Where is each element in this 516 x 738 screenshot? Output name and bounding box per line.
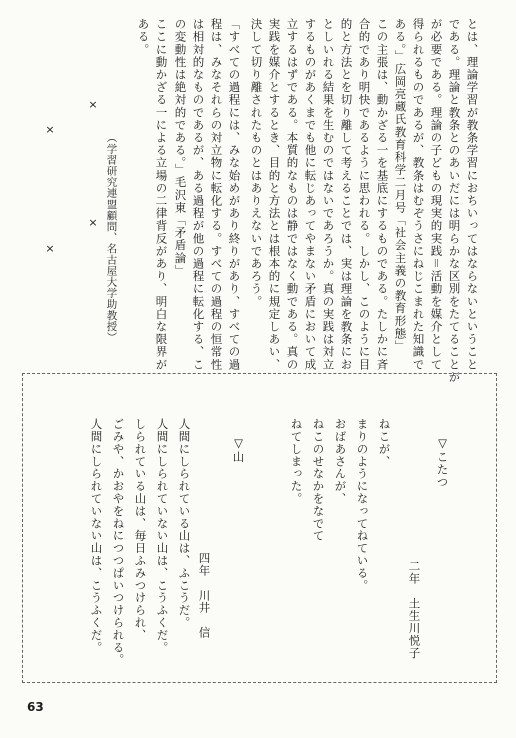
poem-title: ▽山 [231,436,246,464]
poem-line: おばあさんが、 [333,418,348,505]
essay-line: 立するはずである。本質的なものは静ではなく動である。真の [285,18,300,371]
essay-line: この主張は、動かざる一を基底にするものである。たしかに斉 [375,18,390,371]
poem-line: ねてしまった。 [289,418,304,505]
essay-line: 「すべての過程には、みな始めがあり終りがあり、すべての過 [227,18,242,371]
essay-line: である。理論と教条とのあいだには明らかな区別をたてることが [447,18,462,384]
cross-mark: × [45,123,55,136]
essay-line: 決して切り離されたものとはありえないであろう。 [249,18,264,308]
essay-line: 的と方法とを切り離して考えることでは、実は理論を教条にお [339,18,354,371]
essay-line: とは、理論学習が教条学習におちいってはならないということ [465,18,480,371]
cross-mark: × [88,98,98,111]
poem-line: しられている山は、毎日ふみつけられ、 [133,418,148,642]
poem-author: 二年 土生川悦子 [407,560,422,660]
essay-line: するものがあくまでも他に転じあってやまない矛盾において成 [303,18,318,371]
poem-line: 人間にしられている山は、ふこうだ。 [177,418,192,629]
essay-line: ここに動かざる一による立場の二律背反があり、明白な限界が [154,18,169,371]
essay-line: 得られるものであるが、教条はむぞうさにねじこまれた知識で [411,18,426,371]
cross-mark: × [88,216,98,229]
poem-line: 人間にしられていない山は、こうふくだ。 [155,418,170,654]
essay-line: が必要である。理論の子どもの現実的実践＝活動を媒介として [429,18,444,371]
poem-line: ねこが、 [377,418,392,468]
poem-line: ごみや、かおやをねにつつぱいつけられる。 [111,418,126,666]
essay-line: 合的であり明快であるように思われる。しかし、このように目 [357,18,372,371]
essay-line: は相対的なものであるが、ある過程が他の過程に転化する、こ [191,18,206,371]
poem-line: 人間にしられていない山は、こうふくだ。 [89,418,104,654]
poem-author: 四年 川井 信 [197,552,212,639]
poem-line: ねこのせなかをなでて [311,418,326,542]
page-number: 63 [27,700,44,714]
essay-line: ある。 [136,18,151,56]
cross-mark: × [45,242,55,255]
essay-line: としいれる結果を生むのではないであろうか。真の実践は対立 [321,18,336,371]
essay-signature: （学習研究連盟顧問、名古屋大学助教授） [105,132,118,343]
essay-line: ある。」広岡亮蔵氏教育科学二月号「社会主義の教育形態」 [393,18,408,353]
poem-line: まりのようになってねている。 [355,418,370,592]
essay-line: 程は、みなそれらの対立物に転化する。すべての過程の恒常性 [209,18,224,371]
essay-line: の変動性は絶対的である。」毛沢東「矛盾論」 [173,18,188,277]
poem-title: ▽こたつ [435,436,450,489]
essay-line: 実践を媒介とするとき、目的と方法とは根本的に規定しあい、 [267,18,282,371]
